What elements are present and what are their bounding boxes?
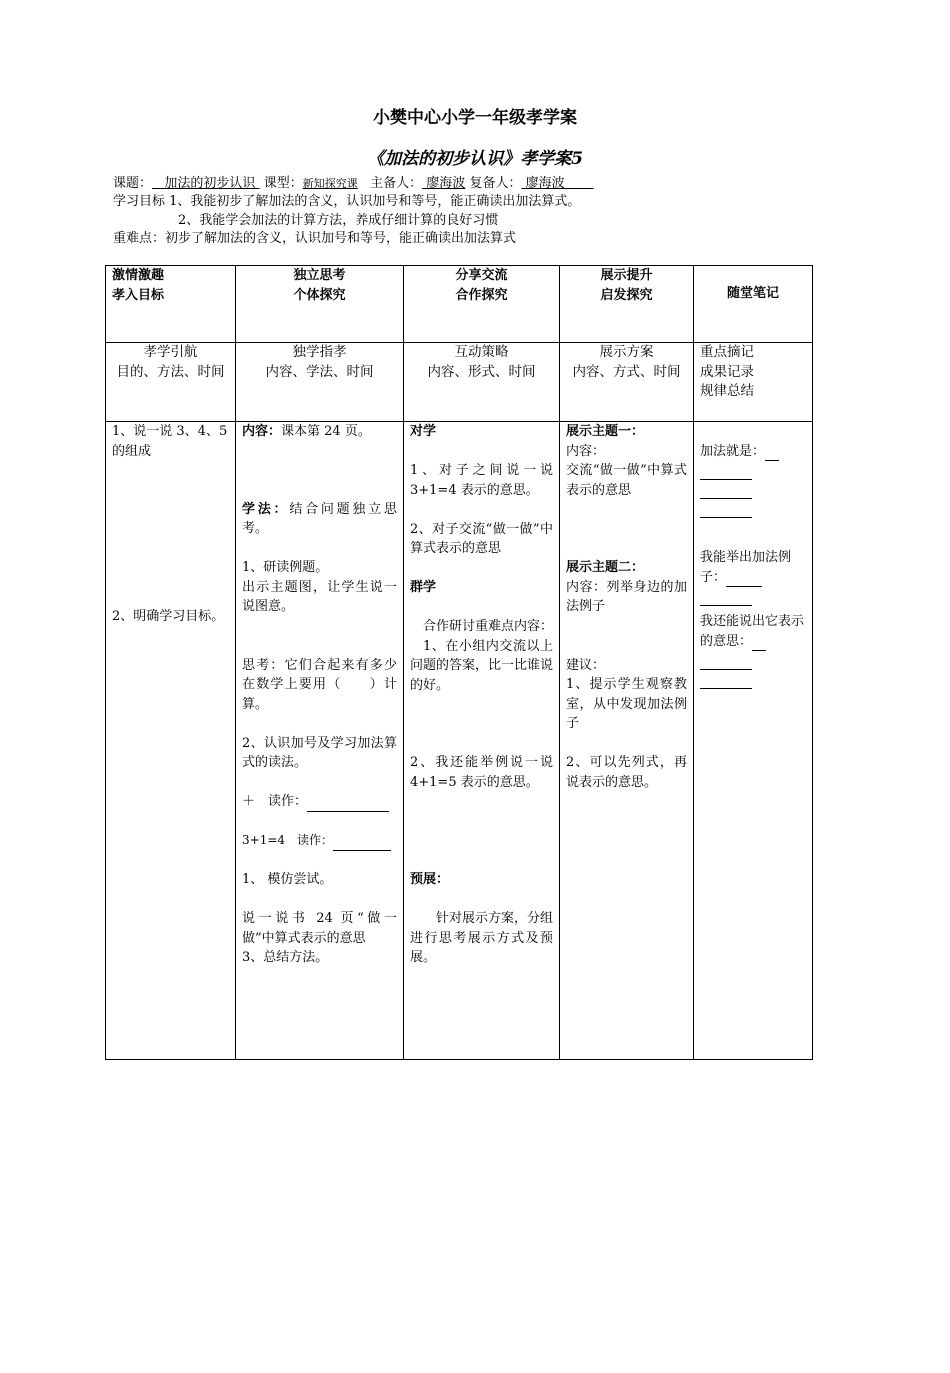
preview-label: 预展： — [410, 872, 450, 887]
topic-value: 加法的初步认识 — [164, 176, 256, 191]
note-1: 加法就是： — [700, 442, 806, 462]
plus-read: ＋ 读作： — [242, 792, 397, 812]
theme-1-content: 内容： — [566, 443, 606, 459]
goal-item-1: 1、说一说 3、4、5 的组成 — [112, 424, 228, 459]
advice-item-2: 2、可以先列式，再说表示的意思。 — [566, 755, 687, 790]
meta-line — [113, 175, 594, 193]
note-3-line-1 — [700, 651, 752, 670]
step-3: 1、 模仿尝试。 — [242, 872, 333, 887]
think-question: 思考：它们合起来有多少在数学上要用（ ）计算。 — [242, 657, 397, 712]
goal-1: 学习目标 1、我能初步了解加法的含义，认识加号和等号，能正确读出加法算式。 — [113, 194, 581, 209]
type-label: 课型： — [263, 176, 303, 191]
note-1-line-1 — [700, 461, 752, 480]
summary: 3、总结方法。 — [242, 950, 329, 965]
subheader-cell-4: 展示方案 内容、方式、时间 — [560, 343, 694, 422]
subheader-cell-2: 独学指孝 内容、学法、时间 — [236, 343, 404, 422]
subheader-cell-1: 孝学引航 目的、方法、时间 — [106, 343, 236, 422]
note-2-line-1 — [700, 587, 752, 606]
method-value: 结合问题独立思考。 — [242, 501, 397, 536]
col-notes — [694, 422, 813, 1060]
pair-item-2: 2、对子交流“做一做”中算式表示的意思 — [410, 521, 553, 556]
content-label: 内容： — [242, 424, 282, 439]
subheader-cell-3: 互动策略 内容、形式、时间 — [404, 343, 560, 422]
group-label: 群学 — [410, 580, 437, 595]
col-showcase — [560, 422, 694, 1060]
goal-item-2: 2、明确学习目标。 — [112, 609, 225, 624]
header-cell-1: 激情激趣 孝入目标 — [106, 266, 236, 343]
note-1-line-3 — [700, 499, 752, 518]
col-cooperative — [404, 422, 560, 1060]
try-detail: 说一说书 24 页“做一做”中算式表示的意思 — [242, 911, 397, 946]
group-item-2: 2、我还能举例说一说 4+1=5 表示的意思。 — [410, 755, 553, 790]
key-points: 重难点：初步了解加法的含义，认识加号和等号，能正确读出加法算式 — [113, 231, 517, 246]
lesson-title: 《加法的初步认识》孝学案5 — [367, 149, 583, 169]
advice-item-1: 1、提示学生观察教室，从中发现加法例子 — [566, 677, 687, 731]
step-1-detail: 出示主题图，让学生说一说图意。 — [242, 579, 397, 614]
pair-label: 对学 — [410, 424, 437, 439]
note-3: 我还能说出它表示的意思： — [700, 612, 806, 651]
goal-2: 2、我能学会加法的计算方法，养成仔细计算的良好习惯 — [178, 213, 499, 228]
col-goals — [106, 422, 236, 1060]
step-1: 1、研读例题。 — [242, 560, 329, 575]
note-3-line-2 — [700, 670, 752, 689]
equation-read: 3+1=4 读作： — [242, 831, 397, 851]
theme-2-text: 内容：列举身边的加法例子 — [566, 579, 687, 614]
type-value: 新知探究课 — [302, 177, 358, 190]
subheader-row — [106, 343, 813, 422]
lesson-plan-table — [105, 265, 813, 1060]
pair-item-1: 1、对子之间说一说 3+1=4 表示的意思。 — [410, 463, 553, 498]
header-row — [106, 266, 813, 343]
group-intro: 合作研讨重难点内容： — [423, 619, 554, 634]
content-value: 课本第 24 页。 — [281, 424, 371, 439]
group-item-1: 1、在小组内交流以上问题的答案，比一比谁说的好。 — [410, 638, 554, 693]
header-cell-5: 随堂笔记 — [694, 266, 813, 343]
theme-1-label: 展示主题一： — [566, 424, 645, 439]
topic-label: 课题： — [113, 176, 153, 191]
school-title: 小樊中心小学一年级孝学案 — [373, 108, 577, 128]
preview-text: 针对展示方案，分组进行思考展示方式及预展。 — [410, 911, 554, 965]
theme-1-text: 交流“做一做”中算式表示的意思 — [566, 463, 687, 498]
col-independent — [236, 422, 404, 1060]
header-cell-3: 分享交流 合作探究 — [404, 266, 560, 343]
method-label: 学法： — [242, 501, 290, 517]
subheader-cell-5: 重点摘记 成果记录 规律总结 — [694, 343, 813, 422]
preparer-label: 主备人： — [370, 176, 423, 191]
reviewer-value: 廖海波 — [525, 176, 565, 191]
note-2: 我能举出加法例子： — [700, 548, 806, 587]
header-cell-2: 独立思考 个体探究 — [236, 266, 404, 343]
step-2: 2、认识加号及学习加法算式的读法。 — [242, 735, 397, 770]
advice-label: 建议： — [566, 657, 606, 673]
reviewer-label: 复备人： — [469, 176, 522, 191]
theme-2-label: 展示主题二： — [566, 560, 645, 575]
content-row — [106, 422, 813, 1060]
header-cell-4: 展示提升 启发探究 — [560, 266, 694, 343]
note-1-line-2 — [700, 480, 752, 499]
preparer-value: 廖海波 — [426, 176, 466, 191]
